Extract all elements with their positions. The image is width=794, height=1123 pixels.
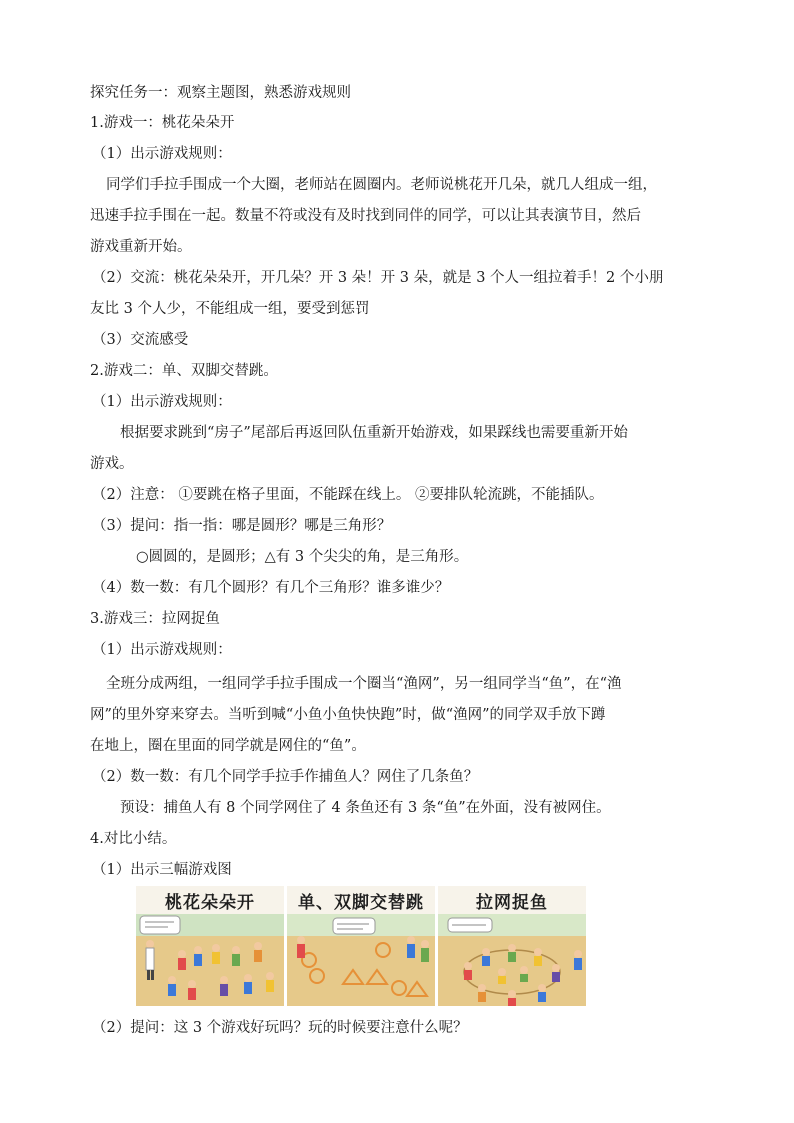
paragraph-line: 游戏。 [90, 456, 134, 472]
paragraph-line: 游戏重新开始。 [90, 239, 192, 255]
paragraph-line: （3）提问：指一指：哪是圆形？哪是三角形？ [92, 518, 392, 534]
net-circle-illustration [438, 914, 586, 1006]
step-label: （1）出示三幅游戏图 [92, 862, 232, 878]
paragraph-line: 友比 3 个人少，不能组成一组，要受到惩罚 [90, 301, 370, 317]
picture-title: 单、双脚交替跳 [298, 893, 424, 913]
picture-hopping-game [287, 886, 435, 1006]
paragraph-line: （2）交流：桃花朵朵开，开几朵？开 3 朵！开 3 朵，就是 3 个人一组拉着手！2 个小朋 [92, 270, 664, 286]
paragraph-line: （2）提问：这 3 个游戏好玩吗？玩的时候要注意什么呢？ [92, 1020, 468, 1036]
step-label: （1）出示游戏规则： [92, 394, 232, 410]
step-label: （1）出示游戏规则： [92, 642, 232, 658]
paragraph-line: 同学们手拉手围成一个大圈，老师站在圆圈内。老师说桃花开几朵，就几人组成一组， [106, 177, 657, 193]
section-heading: 探究任务一：观察主题图，熟悉游戏规则 [90, 85, 351, 101]
paragraph-line: ○圆圆的，是圆形；△有 3 个尖尖的角，是三角形。 [136, 549, 469, 565]
step-label: （3）交流感受 [92, 332, 189, 348]
game-heading-1: 1.游戏一：桃花朵朵开 [90, 115, 235, 131]
picture-title: 桃花朵朵开 [165, 893, 255, 913]
game-heading-2: 2.游戏二：单、双脚交替跳。 [90, 363, 278, 379]
game-heading-3: 3.游戏三：拉网捉鱼 [90, 611, 220, 627]
paragraph-line: （4）数一数：有几个圆形？有几个三角形？谁多谁少？ [92, 580, 450, 596]
paragraph-line: （2）数一数：有几个同学手拉手作捕鱼人？网住了几条鱼？ [92, 769, 479, 785]
game-pictures [136, 886, 586, 1006]
paragraph-line: 迅速手拉手围在一起。数量不符或没有及时找到同伴的同学，可以让其表演节目，然后 [90, 208, 641, 224]
picture-peach-blossom-game [136, 886, 284, 1006]
paragraph-line: 全班分成两组，一组同学手拉手围成一个圈当“渔网”，另一组同学当“鱼”，在“渔 [106, 676, 622, 692]
paragraph-line: 预设：捕鱼人有 8 个同学网住了 4 条鱼还有 3 条“鱼”在外面，没有被网住。 [120, 800, 611, 816]
hopscotch-illustration [287, 914, 435, 1006]
picture-title: 拉网捉鱼 [476, 893, 548, 913]
paragraph-line: 在地上，圈在里面的同学就是网住的“鱼”。 [90, 738, 366, 754]
picture-fishing-net-game [438, 886, 586, 1006]
step-label: （1）出示游戏规则： [92, 146, 232, 162]
children-circle-illustration [136, 914, 284, 1006]
section-heading: 4.对比小结。 [90, 831, 177, 847]
paragraph-line: 根据要求跳到“房子”尾部后再返回队伍重新开始游戏，如果踩线也需要重新开始 [120, 425, 628, 441]
paragraph-line: 网”的里外穿来穿去。当听到喊“小鱼小鱼快快跑”时，做“渔网”的同学双手放下蹲 [90, 707, 606, 723]
paragraph-line: （2）注意： ①要跳在格子里面，不能踩在线上。 ②要排队轮流跳，不能插队。 [92, 487, 604, 503]
